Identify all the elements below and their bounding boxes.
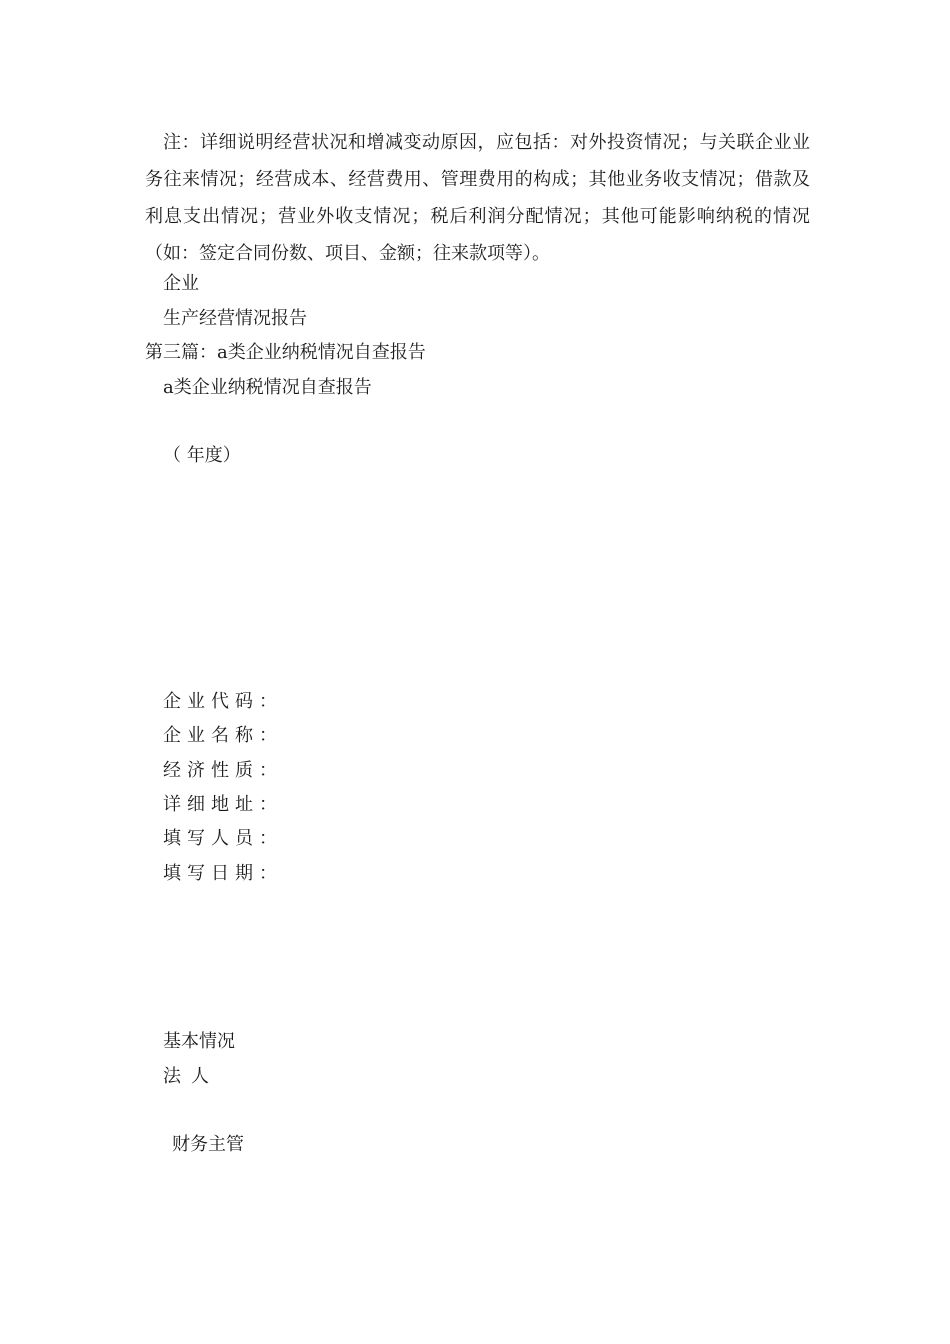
- finance-head-label: 财务主管: [172, 1134, 244, 1155]
- field-economic-nature: 经济性质：: [163, 760, 283, 781]
- legal-person-label: 法人: [163, 1066, 219, 1087]
- company-line: 企业: [163, 273, 199, 294]
- field-fill-date: 填写日期：: [163, 863, 283, 884]
- field-company-code: 企业代码：: [163, 691, 283, 712]
- report-line: 生产经营情况报告: [163, 308, 307, 329]
- year-line: （ 年度）: [163, 445, 241, 466]
- basic-info-heading: 基本情况: [163, 1031, 235, 1052]
- field-filler: 填写人员：: [163, 828, 283, 849]
- part-three-heading: 第三篇：a类企业纳税情况自查报告: [145, 342, 426, 363]
- note-paragraph: 注：详细说明经营状况和增减变动原因，应包括：对外投资情况；与关联企业业务往来情况；经营成本、经营费用、管理费用的构成；其他业务收支情况；借款及利息支出情况；营业外收支情况；税后利润分配情况；其他可能影响纳税的情况（如：签定合同份数、项目、金额；往来款项等）。: [145, 132, 810, 264]
- report-title: a类企业纳税情况自查报告: [163, 377, 372, 398]
- field-company-name: 企业名称：: [163, 725, 283, 746]
- field-address: 详细地址：: [163, 794, 283, 815]
